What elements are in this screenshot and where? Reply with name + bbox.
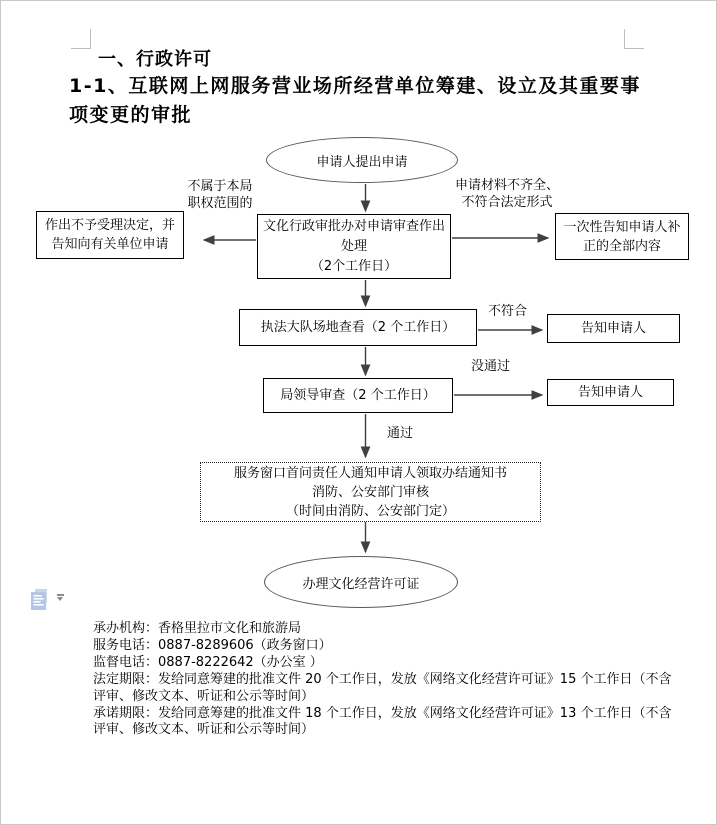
info-statutory-period: 法定期限：发给同意筹建的批准文件 20 个工作日，发放《网络文化经营许可证》15 个工作日（不含评审、修改文本、听证和公示等时间） (93, 671, 672, 704)
branch-label-not-passed: 没通过 (471, 359, 511, 374)
section-heading: 一、行政许可 (98, 49, 212, 70)
info-service-phone: 服务电话：0887-8289606（政务窗口） (93, 637, 332, 653)
info-promised-period: 承诺期限：发给同意筹建的批准文件 18 个工作日，发放《网络文化经营许可证》13 个工作日（不含评审、修改文本、听证和公示等时间） (93, 705, 672, 738)
flow-box-leader-review: 局领导审查（2 个工作日） (263, 378, 453, 413)
info-agency: 承办机构：香格里拉市文化和旅游局 (93, 621, 302, 636)
branch-label-incomplete-materials: 申请材料不齐全、 不符合法定形式 (454, 178, 559, 210)
flow-box-notify-supplement: 一次性告知申请人补 正的全部内容 (555, 213, 689, 260)
flow-start-ellipse (266, 137, 458, 183)
flow-box-site-inspection: 执法大队场地查看（2 个工作日） (239, 309, 477, 346)
flow-box-admin-review: 文化行政审批办对申请审查作出 处理 （2个工作日） (257, 214, 451, 279)
item-heading-line1: 1-1、互联网上网服务营业场所经营单位筹建、设立及其重要事 (69, 75, 641, 97)
item-heading (69, 72, 669, 130)
branch-label-passed: 通过 (387, 426, 414, 441)
flow-end-label: 办理文化经营许可证 (302, 576, 420, 592)
text-boundary-corner-mark-left (71, 29, 91, 49)
flow-box-reject-decision: 作出不予受理决定，并 告知向有关单位申请 (36, 211, 184, 259)
flow-end-ellipse (264, 556, 458, 608)
flow-box-inform-applicant-2: 告知申请人 (547, 379, 674, 406)
paste-options-dropdown-icon[interactable] (56, 594, 65, 602)
branch-label-noncompliant: 不符合 (488, 304, 528, 319)
paste-document-icon (29, 588, 51, 616)
agency-info-block (93, 621, 673, 739)
flow-start-label: 申请人提出申请 (316, 154, 408, 170)
flow-box-service-window: 服务窗口首问责任人通知申请人领取办结通知书 消防、公安部门审核 （时间由消防、公安部门定） (200, 462, 541, 522)
text-boundary-corner-mark-right (624, 29, 644, 49)
paste-options-button[interactable] (27, 586, 67, 614)
item-heading-line2: 项变更的审批 (69, 104, 193, 126)
branch-label-not-jurisdiction: 不属于本局 职权范围的 (187, 179, 253, 211)
info-supervision-phone: 监督电话：0887-8222642（办公室 ） (93, 654, 323, 670)
flow-box-inform-applicant-1: 告知申请人 (547, 314, 680, 343)
